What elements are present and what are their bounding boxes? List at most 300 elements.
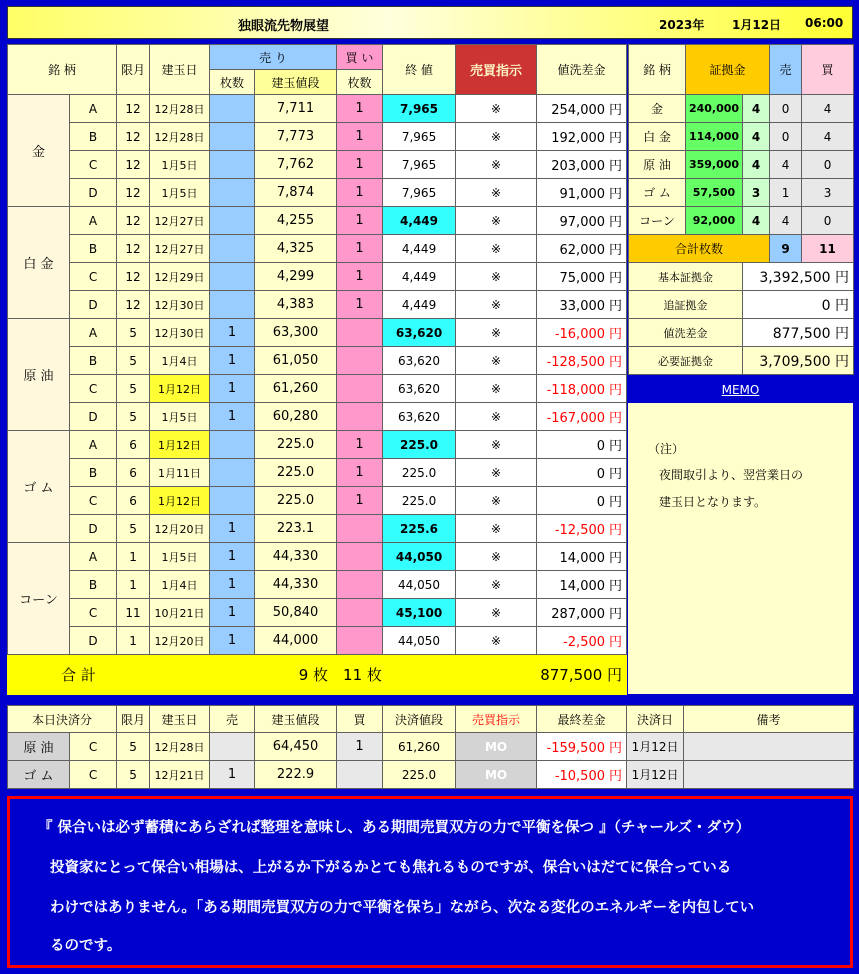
- open-price: 225.0: [255, 487, 337, 515]
- quote-title: 『 保合いは必ず蓄積にあらざれば整理を意味し、ある期間売買双方の力で平衡を保つ 』（チャールズ・ダウ）: [38, 820, 751, 836]
- mark-to-market-value: 192,000: [551, 131, 606, 146]
- contract-month: 12: [117, 235, 150, 263]
- open-price: 225.0: [255, 459, 337, 487]
- quote-line-1: 投資家にとって保合い相場は、上がるか下がるかとても焦れるものですが、保合いはだてに保合っている: [50, 860, 732, 876]
- open-price: 7,874: [255, 179, 337, 207]
- settle-month: 5: [117, 761, 150, 789]
- settle-header-cell: 決済日: [627, 706, 684, 733]
- open-price: 44,330: [255, 571, 337, 599]
- position-row: [8, 515, 627, 543]
- total-uri-count: 9: [298, 666, 309, 684]
- slot-letter: B: [70, 235, 117, 263]
- header-time: 06:00: [805, 16, 844, 30]
- slot-letter: B: [70, 123, 117, 151]
- trade-signal: ※: [456, 599, 537, 627]
- settle-header-cell: 売買指示: [456, 706, 537, 733]
- contract-month: 6: [117, 459, 150, 487]
- mark-to-market-value: 287,000: [551, 607, 606, 622]
- trade-signal: ※: [456, 179, 537, 207]
- summary-row: [629, 319, 854, 347]
- settle-note: [684, 733, 854, 761]
- settle-commodity: ゴ ム: [8, 761, 70, 789]
- sell-count: [210, 291, 255, 319]
- trade-signal: ※: [456, 95, 537, 123]
- buy-count: 1: [337, 431, 383, 459]
- group-name: 金: [8, 95, 70, 207]
- yen-unit: 円: [609, 103, 623, 118]
- sell-count: [210, 95, 255, 123]
- open-price: 60,280: [255, 403, 337, 431]
- margin-row: [629, 151, 854, 179]
- position-row: [8, 151, 627, 179]
- sell-count: 1: [210, 319, 255, 347]
- settle-final-value: -159,500: [546, 741, 605, 756]
- margin-row: [629, 207, 854, 235]
- open-price: 61,050: [255, 347, 337, 375]
- margin-commodity: コーン: [629, 207, 686, 235]
- quote-line-2: わけではありません。「ある期間売買双方の力で平衡を保ち」ながら、次なる変化のエネルギーを内包してい: [50, 900, 755, 916]
- slot-letter: D: [70, 515, 117, 543]
- slot-letter: B: [70, 347, 117, 375]
- mark-to-market: [537, 95, 627, 123]
- settle-buy-count: [337, 761, 383, 789]
- settle-final-diff: [537, 733, 627, 761]
- slot-letter: B: [70, 571, 117, 599]
- trade-signal: ※: [456, 375, 537, 403]
- mark-to-market-value: -128,500: [546, 355, 606, 370]
- settle-open-date: 12月28日: [150, 733, 210, 761]
- side-header-shokokin: 証拠金: [686, 45, 770, 95]
- sell-count: [210, 431, 255, 459]
- buy-count: 1: [337, 487, 383, 515]
- close-price: 4,449: [383, 291, 456, 319]
- slot-letter: A: [70, 319, 117, 347]
- position-row: [8, 319, 627, 347]
- contract-month: 5: [117, 515, 150, 543]
- trade-signal: ※: [456, 571, 537, 599]
- contract-month: 6: [117, 431, 150, 459]
- position-row: [8, 263, 627, 291]
- settlement-body: [8, 733, 854, 789]
- margin-sell: 0: [770, 95, 802, 123]
- buy-count: [337, 627, 383, 655]
- side-header-meigara: 銘 柄: [629, 45, 686, 95]
- summary-row: [629, 263, 854, 291]
- yen-unit: 円: [609, 551, 623, 566]
- buy-count: 1: [337, 95, 383, 123]
- mark-to-market: [537, 179, 627, 207]
- settlement-row: [8, 761, 854, 789]
- total-amount-unit: 円: [607, 666, 623, 684]
- trade-signal: ※: [456, 207, 537, 235]
- settle-header-cell: 備考: [684, 706, 854, 733]
- settlement-row: [8, 733, 854, 761]
- open-date: 12月30日: [150, 291, 210, 319]
- settle-signal: MO: [456, 733, 537, 761]
- mark-to-market-value: 14,000: [559, 579, 606, 594]
- contract-month: 12: [117, 207, 150, 235]
- open-date: 12月27日: [150, 235, 210, 263]
- margin-buy: 3: [802, 179, 854, 207]
- mark-to-market-value: 97,000: [559, 215, 606, 230]
- position-row: [8, 291, 627, 319]
- close-price: 225.0: [383, 459, 456, 487]
- contract-month: 6: [117, 487, 150, 515]
- close-price: 4,449: [383, 263, 456, 291]
- mark-to-market-value: -2,500: [563, 635, 606, 650]
- contract-month: 12: [117, 151, 150, 179]
- slot-letter: C: [70, 151, 117, 179]
- buy-count: [337, 543, 383, 571]
- slot-letter: B: [70, 459, 117, 487]
- slot-letter: D: [70, 627, 117, 655]
- yen-unit: 円: [609, 383, 623, 398]
- contract-month: 5: [117, 375, 150, 403]
- open-date: 1月5日: [150, 403, 210, 431]
- buy-count: 1: [337, 179, 383, 207]
- settle-commodity: 原 油: [8, 733, 70, 761]
- trade-signal: ※: [456, 291, 537, 319]
- trade-signal: ※: [456, 515, 537, 543]
- summary-row: [629, 291, 854, 319]
- margin-buy: 0: [802, 207, 854, 235]
- margin-amount: 92,000: [686, 207, 743, 235]
- contract-month: 1: [117, 571, 150, 599]
- settle-price: 61,260: [383, 733, 456, 761]
- contract-month: 1: [117, 627, 150, 655]
- mark-to-market-value: -118,000: [546, 383, 606, 398]
- settle-month: 5: [117, 733, 150, 761]
- margin-body: [629, 95, 854, 235]
- summary-value: 3,392,500 円: [743, 263, 854, 291]
- open-price: 223.1: [255, 515, 337, 543]
- slot-letter: A: [70, 431, 117, 459]
- slot-letter: D: [70, 291, 117, 319]
- settlement-table: [7, 705, 854, 789]
- sell-count: [210, 263, 255, 291]
- settle-final-diff: [537, 761, 627, 789]
- close-price: 7,965: [383, 123, 456, 151]
- quote-line-3: るのです。: [50, 938, 122, 954]
- close-price: 44,050: [383, 543, 456, 571]
- mark-to-market: [537, 151, 627, 179]
- total-kai-count: 11: [343, 666, 363, 684]
- settle-header-cell: 買: [337, 706, 383, 733]
- sell-count: 1: [210, 571, 255, 599]
- mark-to-market: [537, 431, 627, 459]
- buy-count: 1: [337, 459, 383, 487]
- total-label: 合 計: [8, 655, 150, 695]
- contract-month: 12: [117, 179, 150, 207]
- mark-to-market: [537, 515, 627, 543]
- group-name: ゴ ム: [8, 431, 70, 543]
- open-date: 12月20日: [150, 627, 210, 655]
- header-date: 1月12日: [732, 18, 782, 32]
- contract-month: 11: [117, 599, 150, 627]
- mark-to-market-value: 0: [596, 467, 606, 482]
- memo-line-3: 建玉日となります。: [659, 495, 767, 509]
- trade-signal: ※: [456, 347, 537, 375]
- trade-signal: ※: [456, 543, 537, 571]
- sell-count: [210, 487, 255, 515]
- trade-signal: ※: [456, 235, 537, 263]
- position-row: [8, 123, 627, 151]
- trade-signal: ※: [456, 431, 537, 459]
- summary-label: 追証拠金: [629, 291, 743, 319]
- margin-buy: 0: [802, 151, 854, 179]
- contract-month: 5: [117, 403, 150, 431]
- group-name: 原 油: [8, 319, 70, 431]
- settle-sell-count: [210, 733, 255, 761]
- contract-month: 5: [117, 347, 150, 375]
- position-row: [8, 487, 627, 515]
- mark-to-market-value: -16,000: [554, 327, 606, 342]
- trade-signal: ※: [456, 123, 537, 151]
- slot-letter: D: [70, 179, 117, 207]
- margin-commodity: ゴ ム: [629, 179, 686, 207]
- position-row: [8, 627, 627, 655]
- settle-sell-count: 1: [210, 761, 255, 789]
- settlement-header: [8, 706, 854, 733]
- position-row: [8, 403, 627, 431]
- yen-unit: 円: [609, 411, 623, 426]
- slot-letter: C: [70, 599, 117, 627]
- margin-sell: 4: [770, 207, 802, 235]
- buy-count: 1: [337, 235, 383, 263]
- yen-unit: 円: [609, 355, 623, 370]
- open-price: 225.0: [255, 431, 337, 459]
- sell-count: 1: [210, 375, 255, 403]
- group-name: コーン: [8, 543, 70, 655]
- settle-header-cell: 最終差金: [537, 706, 627, 733]
- mark-to-market: [537, 459, 627, 487]
- title-bar: [7, 6, 853, 39]
- close-price: 63,620: [383, 319, 456, 347]
- position-row: [8, 347, 627, 375]
- open-price: 4,325: [255, 235, 337, 263]
- settle-open-price: 222.9: [255, 761, 337, 789]
- yen-unit: 円: [609, 467, 623, 482]
- slot-letter: C: [70, 375, 117, 403]
- sell-count: 1: [210, 347, 255, 375]
- header-maisu2: 枚数: [337, 70, 383, 95]
- positions-body: [8, 95, 627, 655]
- mark-to-market-value: 254,000: [551, 103, 606, 118]
- margin-lots: 4: [743, 123, 770, 151]
- quote-box: [7, 796, 853, 968]
- summary-value: 3,709,500 円: [743, 347, 854, 375]
- yen-unit: 円: [609, 215, 623, 230]
- margin-table: [628, 44, 854, 375]
- mark-to-market-value: 75,000: [559, 271, 606, 286]
- margin-amount: 114,000: [686, 123, 743, 151]
- position-row: [8, 95, 627, 123]
- summary-value: 877,500 円: [743, 319, 854, 347]
- yen-unit: 円: [609, 741, 623, 756]
- close-price: 7,965: [383, 95, 456, 123]
- close-price: 7,965: [383, 179, 456, 207]
- margin-amount: 359,000: [686, 151, 743, 179]
- margin-commodity: 金: [629, 95, 686, 123]
- settle-final-value: -10,500: [554, 769, 605, 784]
- yen-unit: 円: [609, 607, 623, 622]
- mark-to-market: [537, 487, 627, 515]
- close-price: 4,449: [383, 207, 456, 235]
- sell-count: [210, 235, 255, 263]
- margin-sell: 1: [770, 179, 802, 207]
- buy-count: 1: [337, 123, 383, 151]
- sell-count: [210, 207, 255, 235]
- summary-row: [629, 347, 854, 375]
- position-row: [8, 599, 627, 627]
- mark-to-market: [537, 347, 627, 375]
- total-amount-value: 877,500: [540, 666, 603, 684]
- yen-unit: 円: [609, 523, 623, 538]
- open-date: 1月12日: [150, 375, 210, 403]
- mark-to-market: [537, 403, 627, 431]
- margin-lots: 4: [743, 207, 770, 235]
- buy-count: [337, 515, 383, 543]
- header-baibai: 売買指示: [456, 45, 537, 95]
- header-meigara: 銘 柄: [8, 45, 117, 95]
- close-price: 225.0: [383, 487, 456, 515]
- settle-header-cell: 限月: [117, 706, 150, 733]
- slot-letter: A: [70, 543, 117, 571]
- yen-unit: 円: [609, 439, 623, 454]
- buy-count: [337, 599, 383, 627]
- yen-unit: 円: [609, 579, 623, 594]
- margin-buy: 4: [802, 95, 854, 123]
- mark-to-market-value: 33,000: [559, 299, 606, 314]
- open-date: 12月29日: [150, 263, 210, 291]
- mark-to-market-value: 62,000: [559, 243, 606, 258]
- mark-to-market-value: 91,000: [559, 187, 606, 202]
- open-date: 10月21日: [150, 599, 210, 627]
- trade-signal: ※: [456, 459, 537, 487]
- settle-date: 1月12日: [627, 761, 684, 789]
- settle-buy-count: 1: [337, 733, 383, 761]
- open-date: 1月4日: [150, 571, 210, 599]
- close-price: 225.6: [383, 515, 456, 543]
- memo-link[interactable]: MEMO: [628, 378, 853, 403]
- open-price: 63,300: [255, 319, 337, 347]
- sell-count: [210, 179, 255, 207]
- open-price: 7,762: [255, 151, 337, 179]
- side-total-label: 合計枚数: [629, 235, 770, 263]
- contract-month: 1: [117, 543, 150, 571]
- buy-count: [337, 375, 383, 403]
- open-price: 4,255: [255, 207, 337, 235]
- settle-slot: C: [70, 761, 117, 789]
- total-row: [8, 655, 627, 695]
- position-row: [8, 207, 627, 235]
- sell-count: 1: [210, 543, 255, 571]
- close-price: 7,965: [383, 151, 456, 179]
- open-date: 1月12日: [150, 487, 210, 515]
- contract-month: 12: [117, 95, 150, 123]
- buy-count: 1: [337, 291, 383, 319]
- positions-table: [7, 44, 627, 695]
- margin-amount: 57,500: [686, 179, 743, 207]
- open-price: 7,773: [255, 123, 337, 151]
- margin-lots: 3: [743, 179, 770, 207]
- buy-count: [337, 319, 383, 347]
- buy-count: [337, 347, 383, 375]
- close-price: 63,620: [383, 403, 456, 431]
- contract-month: 12: [117, 291, 150, 319]
- memo-box: [628, 403, 853, 694]
- margin-buy: 4: [802, 123, 854, 151]
- open-date: 12月30日: [150, 319, 210, 347]
- yen-unit: 円: [609, 299, 623, 314]
- memo-line-2: 夜間取引より、翌営業日の: [659, 468, 804, 482]
- position-row: [8, 375, 627, 403]
- memo-line-1: （注）: [648, 442, 685, 456]
- position-row: [8, 459, 627, 487]
- buy-count: [337, 571, 383, 599]
- contract-month: 12: [117, 123, 150, 151]
- open-price: 50,840: [255, 599, 337, 627]
- yen-unit: 円: [609, 131, 623, 146]
- header-owarine: 終 値: [383, 45, 456, 95]
- settle-header-cell: 本日決済分: [8, 706, 117, 733]
- margin-summary: [629, 263, 854, 375]
- buy-count: 1: [337, 151, 383, 179]
- header-tatene: 建玉値段: [255, 70, 337, 95]
- close-price: 63,620: [383, 375, 456, 403]
- close-price: 225.0: [383, 431, 456, 459]
- open-date: 12月20日: [150, 515, 210, 543]
- settle-open-price: 64,450: [255, 733, 337, 761]
- total-amount: [456, 655, 627, 695]
- trade-signal: ※: [456, 487, 537, 515]
- total-uri: [150, 655, 337, 695]
- header-year: 2023年: [659, 18, 705, 32]
- margin-lots: 4: [743, 151, 770, 179]
- sell-count: [210, 459, 255, 487]
- trade-signal: ※: [456, 627, 537, 655]
- mark-to-market: [537, 291, 627, 319]
- mark-to-market-value: -167,000: [546, 411, 606, 426]
- yen-unit: 円: [609, 243, 623, 258]
- header-neaarai: 値洗差金: [537, 45, 627, 95]
- open-date: 1月5日: [150, 151, 210, 179]
- header-maisu: 枚数: [210, 70, 255, 95]
- settle-open-date: 12月21日: [150, 761, 210, 789]
- margin-amount: 240,000: [686, 95, 743, 123]
- open-date: 12月28日: [150, 123, 210, 151]
- settle-date: 1月12日: [627, 733, 684, 761]
- settle-header-cell: 建玉値段: [255, 706, 337, 733]
- margin-commodity: 原 油: [629, 151, 686, 179]
- slot-letter: D: [70, 403, 117, 431]
- open-date: 1月5日: [150, 543, 210, 571]
- yen-unit: 円: [609, 495, 623, 510]
- position-row: [8, 571, 627, 599]
- summary-value: 0 円: [743, 291, 854, 319]
- trade-signal: ※: [456, 263, 537, 291]
- slot-letter: C: [70, 263, 117, 291]
- settle-header-cell: 売: [210, 706, 255, 733]
- open-date: 1月4日: [150, 347, 210, 375]
- margin-sell: 4: [770, 151, 802, 179]
- summary-label: 値洗差金: [629, 319, 743, 347]
- open-price: 44,000: [255, 627, 337, 655]
- mark-to-market: [537, 235, 627, 263]
- yen-unit: 円: [609, 327, 623, 342]
- settle-price: 225.0: [383, 761, 456, 789]
- sell-count: [210, 123, 255, 151]
